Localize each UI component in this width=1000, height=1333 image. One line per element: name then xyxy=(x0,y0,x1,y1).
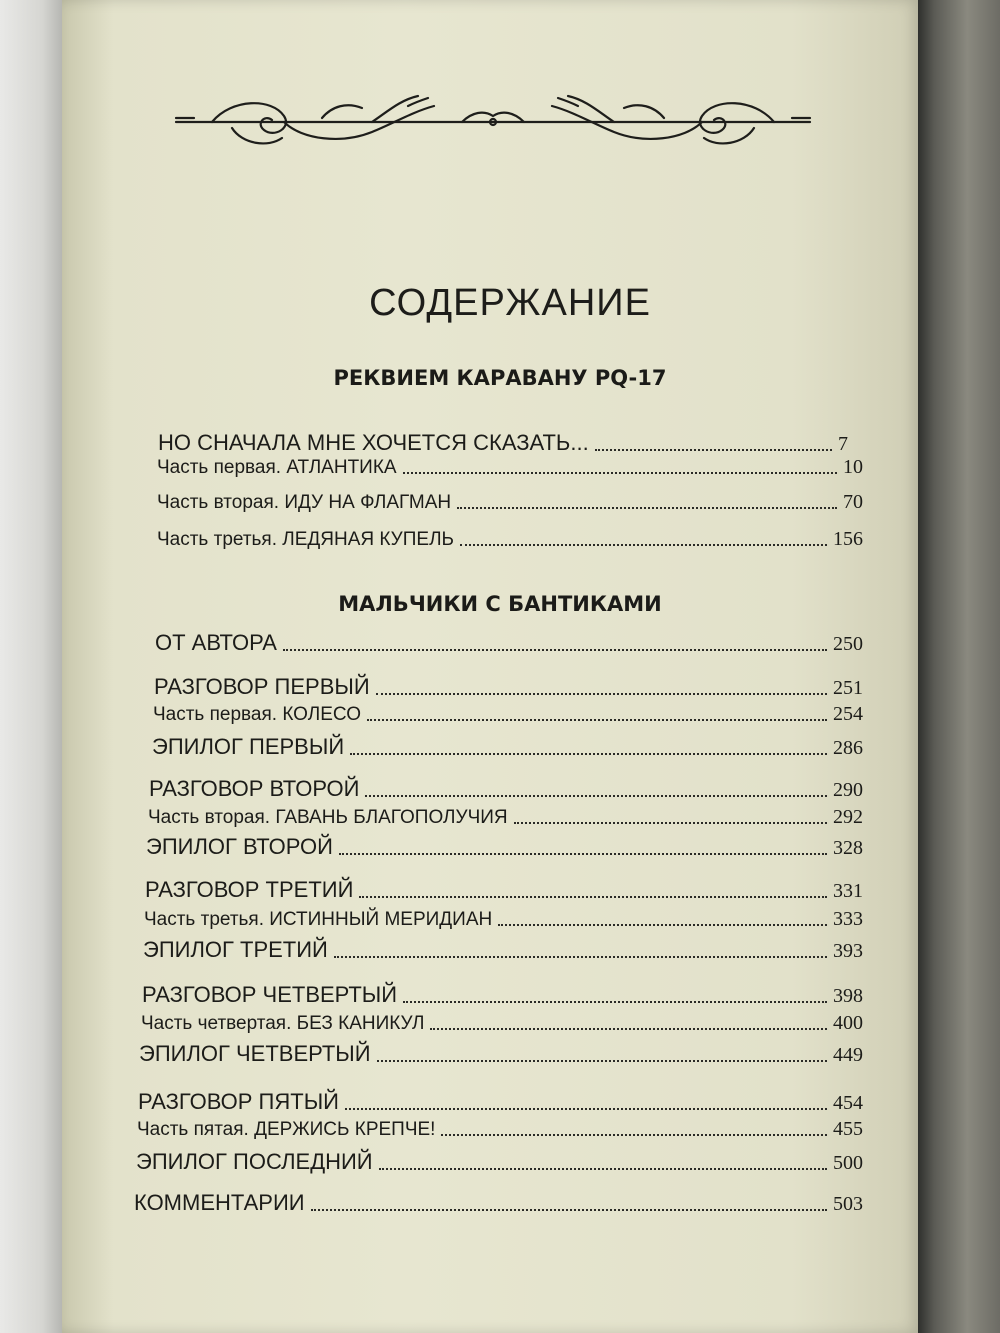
dot-leader xyxy=(283,649,827,651)
dot-leader xyxy=(365,795,827,797)
toc-page-number: 503 xyxy=(833,1193,863,1215)
toc-entry-label: ЭПИЛОГ ЧЕТВЕРТЫЙ xyxy=(139,1041,371,1066)
toc-entry[interactable] xyxy=(153,703,863,726)
dot-leader xyxy=(350,753,827,755)
toc-page-number: 398 xyxy=(833,985,863,1007)
toc-page-number: 156 xyxy=(833,528,863,550)
dot-leader xyxy=(595,449,832,451)
toc-page-number: 500 xyxy=(833,1152,863,1174)
toc-entry[interactable] xyxy=(136,1149,863,1175)
toc-page-number: 10 xyxy=(843,456,863,478)
toc-entry[interactable] xyxy=(149,776,863,802)
toc-entry[interactable] xyxy=(157,528,863,551)
section-heading-requiem: РЕКВИЕМ КАРАВАНУ PQ-17 xyxy=(333,366,667,390)
dot-leader xyxy=(457,507,837,509)
toc-entry[interactable] xyxy=(143,937,863,963)
toc-entry-label: РАЗГОВОР ЧЕТВЕРТЫЙ xyxy=(142,982,398,1007)
toc-entry-label: Часть пятая. ДЕРЖИСЬ КРЕПЧЕ! xyxy=(137,1119,436,1140)
toc-entry-label: РАЗГОВОР ВТОРОЙ xyxy=(149,776,360,801)
dot-leader xyxy=(359,896,827,898)
toc-entry-label: РАЗГОВОР ПЕРВЫЙ xyxy=(154,674,370,699)
dot-leader xyxy=(460,544,827,546)
toc-entry-label: Часть третья. ЛЕДЯНАЯ КУПЕЛЬ xyxy=(157,529,455,550)
toc-entry[interactable] xyxy=(144,908,863,931)
dot-leader xyxy=(430,1028,827,1030)
toc-entry-label: ЭПИЛОГ ПЕРВЫЙ xyxy=(152,734,345,759)
toc-entry[interactable] xyxy=(146,834,863,860)
toc-entry-label: ЭПИЛОГ ТРЕТИЙ xyxy=(143,937,328,962)
facing-page-edge xyxy=(918,0,1000,1333)
decorative-ornament-icon xyxy=(172,88,814,168)
toc-page-number: 331 xyxy=(833,880,863,902)
book-spine-edge xyxy=(0,0,70,1333)
toc-page-number: 251 xyxy=(833,677,863,699)
toc-entry-label: ЭПИЛОГ ПОСЛЕДНИЙ xyxy=(136,1149,373,1174)
toc-entry[interactable] xyxy=(138,1089,863,1115)
toc-entry-label: Часть вторая. ИДУ НА ФЛАГМАН xyxy=(157,492,452,513)
toc-entry[interactable] xyxy=(142,982,863,1008)
toc-entry[interactable] xyxy=(154,674,863,700)
dot-leader xyxy=(441,1134,827,1136)
toc-page-number: 250 xyxy=(833,633,863,655)
toc-entry-label: Часть четвертая. БЕЗ КАНИКУЛ xyxy=(141,1013,425,1034)
toc-entry[interactable] xyxy=(145,877,863,903)
dot-leader xyxy=(514,822,827,824)
dot-leader xyxy=(367,719,827,721)
toc-page-number: 290 xyxy=(833,779,863,801)
toc-page-number: 393 xyxy=(833,940,863,962)
toc-entry-label: Часть первая. АТЛАНТИКА xyxy=(157,457,397,478)
toc-entry[interactable] xyxy=(155,630,863,656)
dot-leader xyxy=(403,472,837,474)
dot-leader xyxy=(377,1060,827,1062)
toc-page-number: 254 xyxy=(833,703,863,725)
toc-entry[interactable] xyxy=(134,1190,863,1216)
toc-entry-label: РАЗГОВОР ТРЕТИЙ xyxy=(145,877,354,902)
toc-page-number: 333 xyxy=(833,908,863,930)
toc-page-number: 292 xyxy=(833,806,863,828)
toc-entry-label: ОТ АВТОРА xyxy=(155,630,277,655)
toc-page-number: 454 xyxy=(833,1092,863,1114)
toc-entry[interactable] xyxy=(148,806,863,829)
toc-entry-label: КОММЕНТАРИИ xyxy=(134,1190,305,1215)
toc-entry-label: Часть третья. ИСТИННЫЙ МЕРИДИАН xyxy=(144,909,493,930)
toc-page-number: 400 xyxy=(833,1012,863,1034)
toc-entry-label: РАЗГОВОР ПЯТЫЙ xyxy=(138,1089,339,1114)
toc-page-number: 328 xyxy=(833,837,863,859)
toc-entry[interactable] xyxy=(152,734,863,760)
toc-entry[interactable] xyxy=(137,1118,863,1141)
toc-page-number: 455 xyxy=(833,1118,863,1140)
toc-page-number: 7 xyxy=(838,433,848,455)
dot-leader xyxy=(345,1108,827,1110)
section-heading-boys: МАЛЬЧИКИ С БАНТИКАМИ xyxy=(338,592,662,616)
dot-leader xyxy=(339,853,827,855)
toc-page-number: 449 xyxy=(833,1044,863,1066)
toc-page-number: 70 xyxy=(843,491,863,513)
toc-page-number: 286 xyxy=(833,737,863,759)
toc-entry[interactable] xyxy=(158,430,848,456)
toc-entry-label: ЭПИЛОГ ВТОРОЙ xyxy=(146,834,333,859)
toc-entry-label: Часть первая. КОЛЕСО xyxy=(153,704,361,725)
dot-leader xyxy=(403,1001,827,1003)
dot-leader xyxy=(376,693,827,695)
toc-entry[interactable] xyxy=(157,491,863,514)
page-title: СОДЕРЖАНИЕ xyxy=(369,282,651,324)
dot-leader xyxy=(498,924,827,926)
toc-entry[interactable] xyxy=(139,1041,863,1067)
toc-entry-label: НО СНАЧАЛА МНЕ ХОЧЕТСЯ СКАЗАТЬ... xyxy=(158,430,589,455)
dot-leader xyxy=(311,1209,827,1211)
dot-leader xyxy=(379,1168,827,1170)
toc-entry[interactable] xyxy=(141,1012,863,1035)
toc-entry-label: Часть вторая. ГАВАНЬ БЛАГОПОЛУЧИЯ xyxy=(148,807,508,828)
toc-entry[interactable] xyxy=(157,456,863,479)
dot-leader xyxy=(334,956,827,958)
